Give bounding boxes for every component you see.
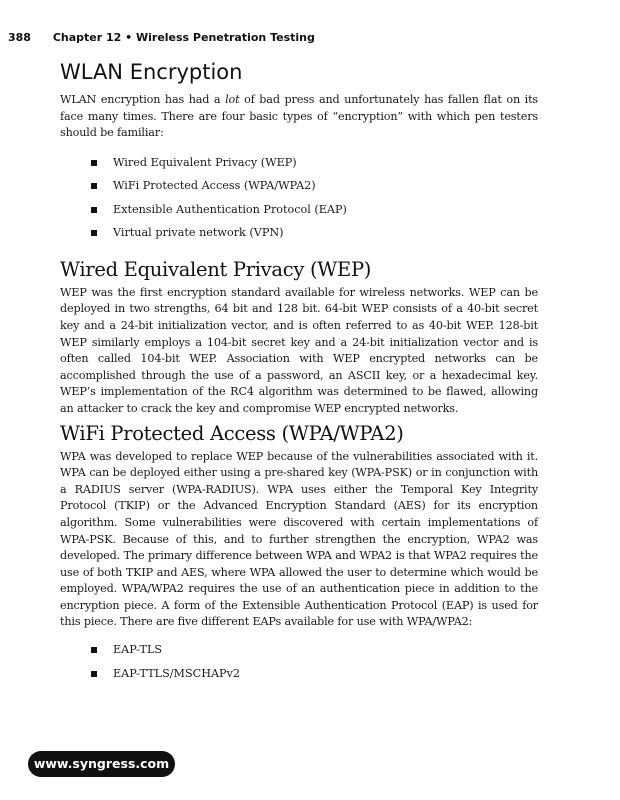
page-content: [60, 60, 538, 689]
wlan-intro-paragraph: WLAN encryption has had a lot of bad press and unfortunately has fallen flat on its face many times. There are four basic types of “encryption” with which pen testers should be familiar:: [60, 93, 538, 140]
running-title: Chapter 12 • Wireless Penetration Testing: [52, 31, 315, 44]
list-item: Wired Equivalent Privacy (WEP): [60, 155, 538, 179]
emphasis-lot: lot: [225, 93, 240, 106]
list-item: Extensible Authentication Protocol (EAP): [60, 202, 538, 226]
wep-section: [60, 258, 538, 418]
publisher-url-badge: www.syngress.com: [28, 751, 175, 777]
page-number: 388: [8, 31, 31, 44]
list-item: Virtual private network (VPN): [60, 225, 538, 249]
list-item: WiFi Protected Access (WPA/WPA2): [60, 178, 538, 202]
encryption-types-list: [60, 155, 538, 249]
section-heading-wlan-encryption: WLAN Encryption: [60, 60, 243, 84]
wpa-paragraph: WPA was developed to replace WEP because of the vulnerabilities associated with it. WPA can be deployed either using a pre-shared key (WPA-PSK) or in conjunction with a RADIUS server (WPA-RADIUS). WPA uses either the Temporal Key Integrity Protocol (TKIP) or the Advanced Encryption Standard (AES) for its encryption algorithm. Some vulnerabilities were discovered with certain implementations of WPA-PSK. Because of this, and to further strengthen the encryption, WPA2 was developed. The primary difference between WPA and WPA2 is that WPA2 requires the use of both TKIP and AES, where WPA allowed the user to determine which would be employed. WPA/WPA2 requires the use of an authentication piece in addition to the encryption piece. A form of the Extensible Authentication Protocol (EAP) is used for this piece. There are five different EAPs available for use with WPA/WPA2:: [60, 449, 538, 629]
list-item: EAP-TLS: [60, 642, 538, 666]
running-header: [8, 31, 315, 44]
list-item: EAP-TTLS/MSCHAPv2: [60, 666, 538, 690]
section-heading-wep: Wired Equivalent Privacy (WEP): [60, 257, 372, 281]
section-heading-wpa: WiFi Protected Access (WPA/WPA2): [60, 421, 404, 445]
eap-types-list: [60, 642, 538, 689]
wep-paragraph: WEP was the first encryption standard available for wireless networks. WEP can be deployed in two strengths, 64 bit and 128 bit. 64-bit WEP consists of a 40-bit secret key and a 24-bit initialization vector, and is often referred to as 40-bit WEP. 128-bit WEP similarly employs a 104-bit secret key and a 24-bit initialization vector and is often called 104-bit WEP. Association with WEP encrypted networks can be accomplished through the use of a password, an ASCII key, or a hexadecimal key. WEP’s implementation of the RC4 algorithm was determined to be flawed, allowing an attacker to crack the key and compromise WEP encrypted networks.: [60, 285, 538, 415]
